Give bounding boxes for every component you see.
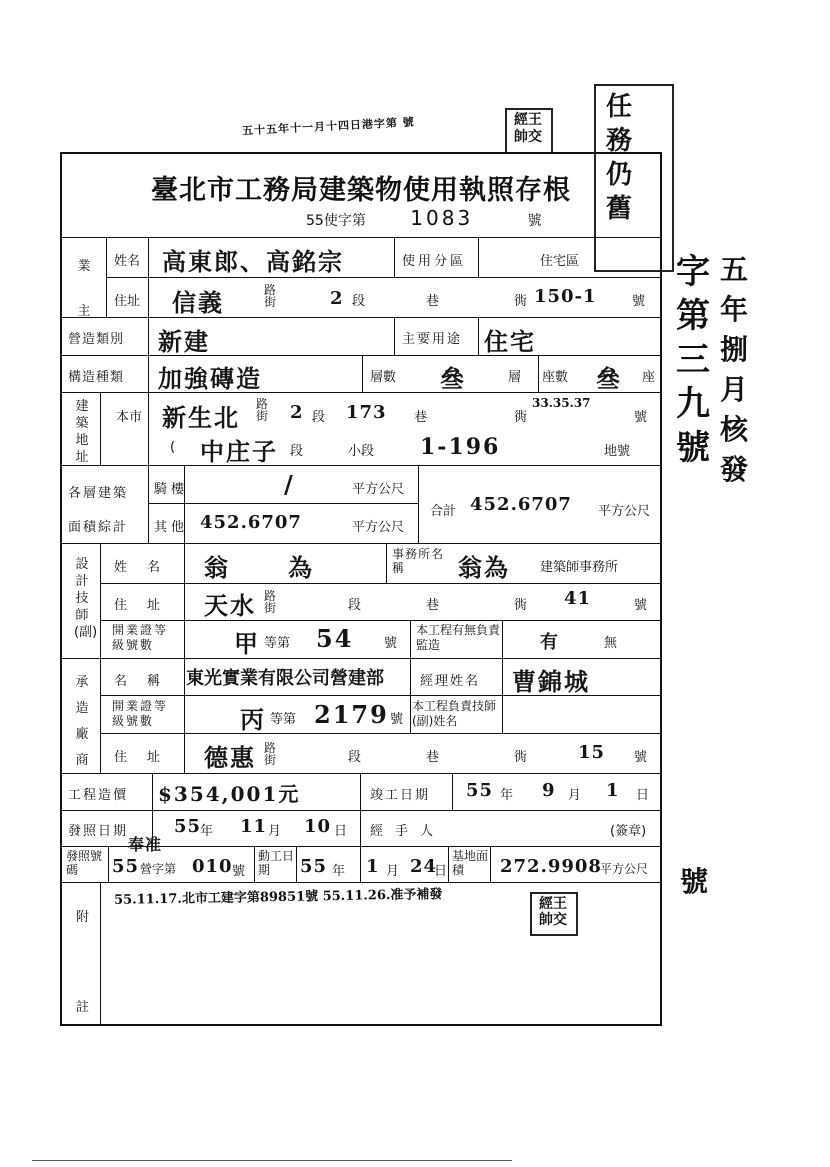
area-total: 452.6707 xyxy=(470,494,572,515)
contractor-no-unit: 號 xyxy=(634,750,648,765)
start-day: 24 xyxy=(410,856,438,877)
owner-address-label: 住址 xyxy=(114,294,141,309)
cost: $354,001元 xyxy=(158,782,301,806)
stamp-top-text: 經王 帥交 xyxy=(514,112,542,145)
designer-name: 翁為 xyxy=(204,553,372,582)
construction-type: 新建 xyxy=(158,327,210,356)
notes: 55.11.17.北市工建字第89851號 55.11.26.准予補發 xyxy=(113,887,443,908)
designer-office-suffix: 建築師事務所 xyxy=(540,560,619,575)
area-arcade-unit: 平方公尺 xyxy=(352,482,405,497)
contractor-name-label: 名稱 xyxy=(114,674,181,689)
site-lot-unit: 地號 xyxy=(604,444,631,459)
designer-no: 41 xyxy=(564,588,592,609)
designer-road-label: 路街 xyxy=(263,589,276,615)
site-lane: 173 xyxy=(346,402,387,423)
site-road: 新生北 xyxy=(162,403,240,432)
designer-street-unit: 衖 xyxy=(514,598,528,613)
owner-road-label: 路街 xyxy=(263,283,276,309)
structure-label: 構造種類 xyxy=(68,370,125,385)
cost-label: 工程造價 xyxy=(68,788,129,803)
side-text-2: 字第三九號 xyxy=(676,252,710,468)
designer-name-label: 姓名 xyxy=(114,560,181,575)
notes-label-2: 註 xyxy=(76,1000,90,1015)
owner-address-no: 150-1 xyxy=(534,286,597,307)
designer-license-label: 開業證等級號數 xyxy=(112,623,169,652)
contractor-road-label: 路街 xyxy=(263,741,276,767)
contractor-address-label: 住址 xyxy=(114,750,181,765)
completion-year: 55 xyxy=(466,780,494,801)
designer-address-road: 天水 xyxy=(204,591,256,620)
area-total-label: 合計 xyxy=(430,504,457,519)
contractor-license-label: 開業證等級號數 xyxy=(112,699,169,728)
issue-month: 11 xyxy=(240,816,268,837)
designer-lane-unit: 巷 xyxy=(426,598,440,613)
issue-year: 55 xyxy=(174,816,202,837)
contractor-no: 15 xyxy=(578,742,606,763)
buildings-unit: 座 xyxy=(642,370,656,385)
start-month-unit: 月 xyxy=(386,864,400,879)
designer-section-label: 設計技師(副) xyxy=(74,557,98,640)
buildings-label: 座數 xyxy=(542,370,569,385)
issue-month-unit: 月 xyxy=(268,824,282,839)
start-day-unit: 日 xyxy=(434,864,448,879)
owner-section-unit: 段 xyxy=(352,294,366,309)
site-road-label: 路街 xyxy=(255,397,268,423)
area-other-unit: 平方公尺 xyxy=(352,520,405,535)
completion-month: 9 xyxy=(542,780,556,801)
area-label-2: 面積綜計 xyxy=(68,520,129,535)
permit-unit: 號 xyxy=(232,864,246,879)
designer-license-no: 54 xyxy=(316,624,354,653)
stamp-bottom-text: 經王 帥交 xyxy=(539,896,567,928)
designer-grade: 甲 xyxy=(234,629,260,658)
contractor-engineer-label: 本工程負責技師(副)姓名 xyxy=(412,699,497,728)
license-prefix: 55使字第 xyxy=(306,213,366,229)
contractor-street-unit: 衖 xyxy=(514,750,528,765)
owner-name: 高東郎、高銘宗 xyxy=(162,247,344,276)
permit-prefix: 55 xyxy=(112,856,140,877)
side-text-4: 號 xyxy=(680,865,709,898)
issue-year-unit: 年 xyxy=(200,824,214,839)
owner-street-unit: 衖 xyxy=(514,294,528,309)
owner-address-section: 2 xyxy=(330,288,344,309)
owner-lane-unit: 巷 xyxy=(426,294,440,309)
permit-stamp: 奉准 xyxy=(128,835,163,854)
page-title: 臺北市工務局建築物使用執照存根 xyxy=(151,175,571,206)
site-section-unit: 段 xyxy=(312,410,326,425)
start-label: 動工日期 xyxy=(258,849,295,877)
main-use-label: 主要用途 xyxy=(402,332,463,347)
area-arcade-label: 騎樓 xyxy=(154,482,189,497)
owner-address-road: 信義 xyxy=(172,288,224,317)
contractor-manager: 曹錦城 xyxy=(512,667,590,696)
site-district-open: ( xyxy=(170,440,176,455)
designer-supervision-label: 本工程有無負責監造 xyxy=(416,623,501,652)
site-city: 本市 xyxy=(116,410,143,425)
designer-no-unit: 號 xyxy=(634,598,648,613)
contractor-manager-label: 經理姓名 xyxy=(420,674,481,689)
site-street-unit: 衖 xyxy=(514,410,528,425)
issue-label: 發照日期 xyxy=(68,824,129,839)
main-use: 住宅 xyxy=(484,327,536,356)
floors-label: 層數 xyxy=(370,370,397,385)
contractor-name: 東光實業有限公司營建部 xyxy=(186,668,384,689)
permit-label: 發照號碼 xyxy=(66,849,103,877)
issue-day-unit: 日 xyxy=(334,824,348,839)
issue-day: 10 xyxy=(304,816,332,837)
completion-month-unit: 月 xyxy=(568,788,582,803)
designer-supervision: 有 xyxy=(540,632,559,653)
floors-unit: 層 xyxy=(508,370,522,385)
contractor-section-label: 承造廠商 xyxy=(75,675,89,768)
contractor-license-no-unit: 號 xyxy=(390,712,404,727)
floors: 叄 xyxy=(440,364,466,393)
site-district-unit: 段 xyxy=(290,444,304,459)
owner-usage: 住宅區 xyxy=(540,254,580,269)
license-number xyxy=(306,206,542,230)
site-area-unit: 平方公尺 xyxy=(600,862,649,876)
designer-address-label: 住址 xyxy=(114,598,181,613)
area-label-1: 各層建築 xyxy=(68,486,129,501)
contractor-lane-unit: 巷 xyxy=(426,750,440,765)
side-text-3: 五年捌月核發 xyxy=(720,253,749,486)
designer-section-unit: 段 xyxy=(348,598,362,613)
site-no-unit: 號 xyxy=(634,410,648,425)
completion-year-unit: 年 xyxy=(500,788,514,803)
designer-grade-label: 等第 xyxy=(264,636,291,651)
site-lane-unit: 巷 xyxy=(414,410,428,425)
site-district: 中庄子 xyxy=(200,437,278,466)
area-other-label: 其他 xyxy=(154,520,189,535)
construction-type-label: 營造類別 xyxy=(68,332,125,347)
designer-none-label: 無 xyxy=(604,636,618,651)
contractor-section-unit: 段 xyxy=(348,750,362,765)
site-lot: 1-196 xyxy=(420,434,501,460)
sign-label: (簽章) xyxy=(610,824,647,839)
license-suffix: 號 xyxy=(527,213,542,229)
completion-day-unit: 日 xyxy=(636,788,650,803)
header-note: 五十五年十一月十四日港字第 號 xyxy=(241,115,416,138)
designer-office: 翁為 xyxy=(458,553,510,582)
site-area: 272.9908 xyxy=(500,856,602,877)
side-text-1: 任務仍舊 xyxy=(606,92,633,224)
site-area-label: 基地面積 xyxy=(452,849,489,877)
site-section-label: 建築地址 xyxy=(75,399,89,465)
completion-day: 1 xyxy=(606,780,620,801)
area-arcade: / xyxy=(284,470,295,499)
contractor-grade: 丙 xyxy=(240,705,266,734)
completion-label: 竣工日期 xyxy=(370,788,431,803)
permit-mid: 營字第 xyxy=(140,862,177,876)
owner-section-label: 業主 xyxy=(77,259,91,319)
designer-license-no-unit: 號 xyxy=(384,636,398,651)
structure: 加強磚造 xyxy=(158,364,262,393)
owner-name-label: 姓名 xyxy=(114,254,141,269)
owner-no-unit: 號 xyxy=(632,294,646,309)
area-total-unit: 平方公尺 xyxy=(598,504,651,519)
start-month: 1 xyxy=(366,856,380,877)
contractor-grade-label: 等第 xyxy=(270,712,297,727)
owner-usage-label: 使用分區 xyxy=(402,254,467,269)
designer-office-label: 事務所名稱 xyxy=(392,547,445,575)
contractor-address-road: 德惠 xyxy=(204,743,256,772)
site-no: 33.35.37 xyxy=(532,396,591,410)
notes-label-1: 附 xyxy=(76,910,90,925)
contractor-license-no: 2179 xyxy=(314,700,389,729)
area-other: 452.6707 xyxy=(200,512,302,533)
handler-label: 經手人 xyxy=(370,824,446,839)
site-section: 2 xyxy=(290,402,304,423)
buildings: 叄 xyxy=(596,364,622,393)
license-no: 1083 xyxy=(410,206,474,230)
permit-no: 010 xyxy=(192,856,233,877)
start-year-unit: 年 xyxy=(332,864,346,879)
site-subsection-label: 小段 xyxy=(348,444,375,459)
start-year: 55 xyxy=(300,856,328,877)
